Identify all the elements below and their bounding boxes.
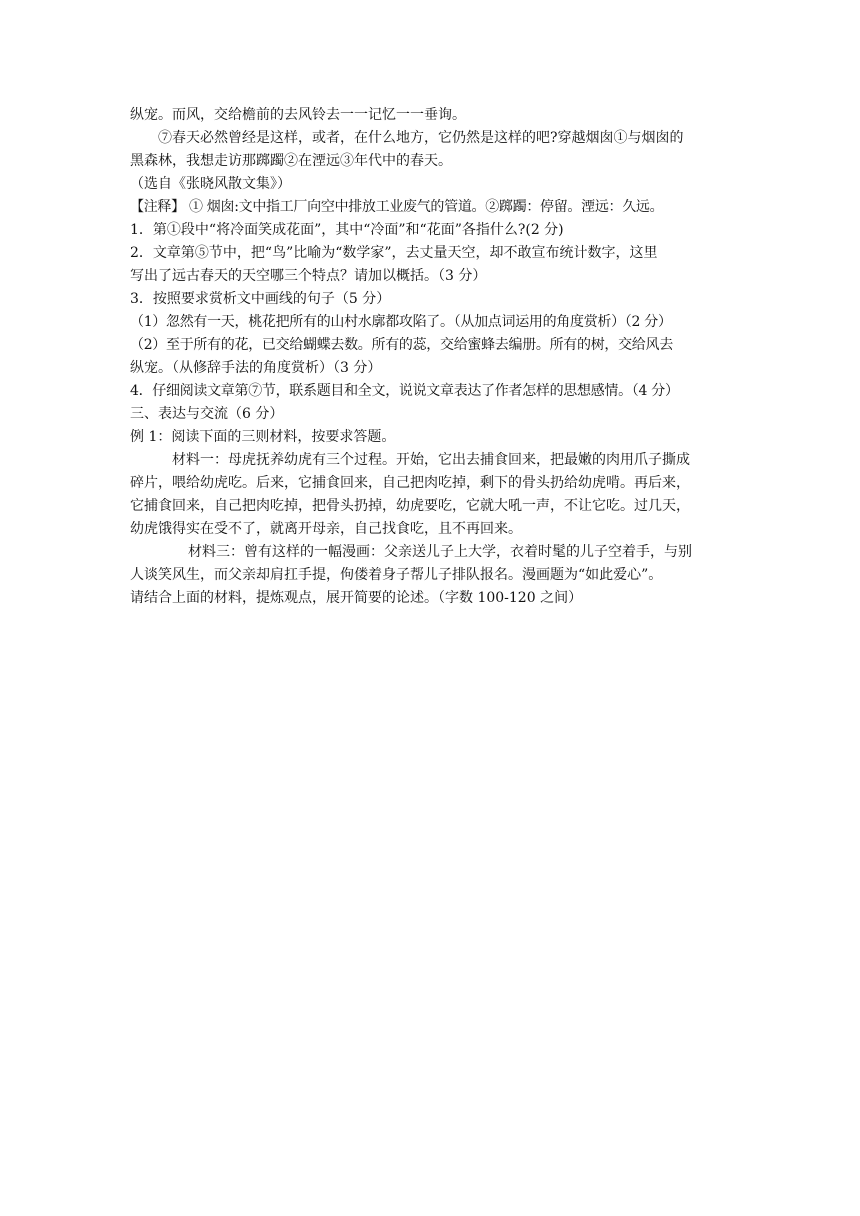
annotation-note: 【注释】 ① 烟囱:文中指工厂向空中排放工业废气的管道。②踯躅：停留。湮远：久远。 xyxy=(130,199,664,215)
paragraph-7-line-2: 黑森林，我想走访那踯躅②在湮远③年代中的春天。 xyxy=(130,153,452,169)
question-4: 4．仔细阅读文章第⑦节，联系题目和全文，说说文章表达了作者怎样的思想感情。（4 分） xyxy=(130,383,679,399)
material-1-line-2: 碎片，喂给幼虎吃。后来，它捕食回来，自己把肉吃掉，剩下的骨头扔给幼虎啃。再后来， xyxy=(130,475,690,491)
question-3-part-2-line-1: （2）至于所有的花，已交给蝴蝶去数。所有的蕊，交给蜜蜂去编册。所有的树，交给风去 xyxy=(130,337,673,353)
source-citation: （选自《张晓风散文集》） xyxy=(130,176,291,192)
question-1: 1．第①段中“将冷面笑成花面”，其中“冷面”和“花面”各指什么?(2 分) xyxy=(130,222,564,238)
paragraph-7-line-1: ⑦春天必然曾经是这样，或者，在什么地方，它仍然是这样的吧?穿越烟囱①与烟囱的 xyxy=(158,130,684,146)
material-3-line-1: 材料三：曾有这样的一幅漫画：父亲送儿子上大学，衣着时髦的儿子空着手，与别 xyxy=(188,544,692,560)
question-3-part-1: （1）忽然有一天，桃花把所有的山村水廓都攻陷了。（从加点词运用的角度赏析）（2 分） xyxy=(130,314,672,330)
question-2-line-2: 写出了远古春天的天空哪三个特点？请加以概括。（3 分） xyxy=(130,268,487,284)
material-1-line-4: 幼虎饿得实在受不了，就离开母亲，自己找食吃，且不再回来。 xyxy=(130,521,522,537)
material-1-line-1: 材料一：母虎抚养幼虎有三个过程。开始，它出去捕食回来，把最嫩的肉用爪子撕成 xyxy=(172,452,690,468)
document-page xyxy=(130,104,730,610)
material-3-line-2: 人谈笑风生，而父亲却肩扛手提，佝偻着身子帮儿子排队报名。漫画题为“如此爱心”。 xyxy=(130,567,663,583)
task-instruction: 请结合上面的材料，提炼观点，展开简要的论述。（字数 100-120 之间） xyxy=(130,590,583,606)
material-1-line-3: 它捕食回来，自己把肉吃掉，把骨头扔掉，幼虎要吃，它就大吼一声，不让它吃。过几天， xyxy=(130,498,690,514)
text-line: 纵宠。而风，交给檐前的去风铃去一一记忆一一垂询。 xyxy=(130,107,466,123)
question-2-line-1: 2．文章第⑤节中，把“鸟”比喻为“数学家”，去丈量天空，却不敢宣布统计数字，这里 xyxy=(130,245,658,261)
section-heading: 三、表达与交流（6 分） xyxy=(130,406,284,422)
question-3-part-2-line-2: 纵宠。（从修辞手法的角度赏析）（3 分） xyxy=(130,360,382,376)
example-1-intro: 例 1：阅读下面的三则材料，按要求答题。 xyxy=(130,429,396,445)
question-3: 3．按照要求赏析文中画线的句子（5 分） xyxy=(130,291,391,307)
